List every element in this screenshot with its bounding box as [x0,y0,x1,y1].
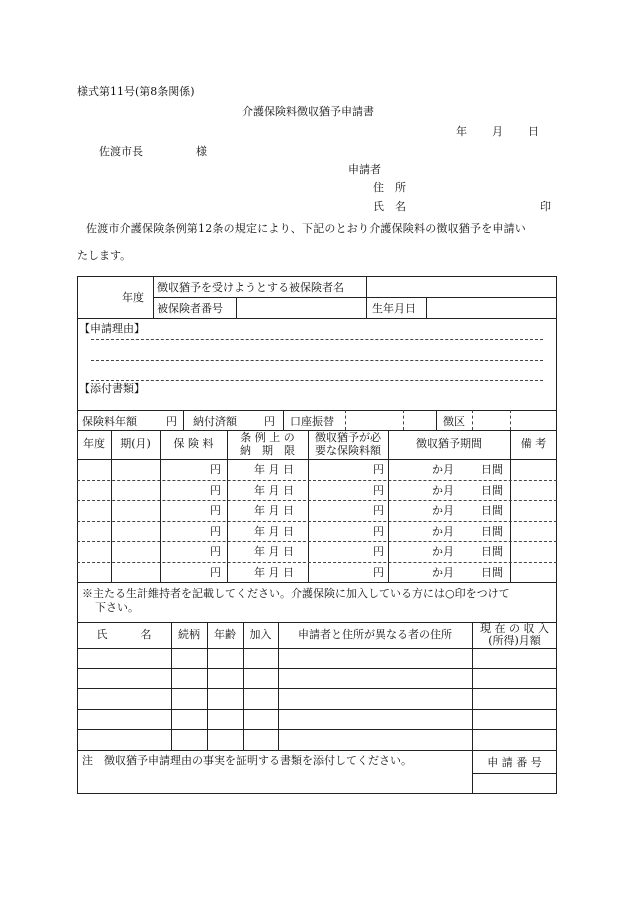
paid-amount-yen: 円 [264,415,275,428]
date-year: 年 [456,125,467,138]
footer-note: 注 徴収猶予申請理由の事実を証明する書類を添付してください。 [82,754,412,767]
row-deferral-days: 日間 [481,525,503,538]
col-period: 期(月) [120,437,151,450]
row-premium-yen: 円 [210,566,221,579]
row-deferral-months: か月 [432,566,454,579]
insured-name-value[interactable] [368,278,554,296]
account-transfer-label: 口座振替 [290,415,334,428]
row-deadline-ymd: 年 月 日 [254,504,294,517]
annual-premium-label: 保険料年額 [82,415,137,428]
row-deferral-yen: 円 [373,504,384,517]
form-number: 様式第11号(第8条関係) [77,85,195,98]
insured-number-label: 被保険者番号 [157,302,223,315]
row-premium-yen: 円 [210,504,221,517]
body-text-line2: たします。 [77,249,132,262]
row-deferral-yen: 円 [373,463,384,476]
hh-col-income-bottom: (所得)月額 [488,634,541,647]
insured-number-value[interactable] [238,299,364,317]
row-deferral-days: 日間 [481,484,503,497]
col-deferral-top: 徴収猶予が必 [315,431,381,444]
col-deferral-period: 徴収猶予期間 [416,437,482,450]
row-deadline-ymd: 年 月 日 [254,525,294,538]
addressee-name: 佐渡市長 [99,145,143,158]
reason-label: 【申請理由】 [79,322,145,335]
hh-col-enrolled: 加入 [249,628,272,641]
row-divider [77,480,557,481]
paid-amount-label: 納付済額 [193,415,237,428]
row-divider [77,521,557,522]
col-deadline-top: 条 例 上 の [240,431,295,444]
household-note-line2: 下さい。 [95,601,139,614]
applicant-heading: 申請者 [348,163,381,176]
col-nendo: 年度 [83,437,105,450]
row-deferral-yen: 円 [373,484,384,497]
row-deferral-yen: 円 [373,566,384,579]
date-day: 日 [528,125,539,138]
row-premium-yen: 円 [210,525,221,538]
col-deferral-bottom: 要な保険料額 [315,444,381,457]
birthdate-label: 生年月日 [372,302,416,315]
row-deadline-ymd: 年 月 日 [254,566,294,579]
row-deferral-months: か月 [432,545,454,558]
col-remarks: 備 考 [520,437,547,450]
applicant-address-label: 住 所 [373,181,406,194]
row-deferral-days: 日間 [481,504,503,517]
row-deferral-days: 日間 [481,545,503,558]
hh-col-age: 年齢 [214,628,236,641]
seal-mark: 印 [540,200,551,213]
insured-name-label: 徴収猶予を受けようとする被保険者名 [157,281,344,294]
nendo-label: 年度 [122,291,144,304]
application-number-label: 申 請 番 号 [487,756,542,769]
row-deadline-ymd: 年 月 日 [254,484,294,497]
row-divider [77,500,557,501]
body-text-line1: 佐渡市介護保険条例第12条の規定により、下記のとおり介護保険料の徴収猶予を申請い [86,222,526,235]
col-deadline-bottom: 納 期 限 [240,444,295,457]
annual-premium-yen: 円 [166,415,177,428]
row-deferral-months: か月 [432,484,454,497]
row-deadline-ymd: 年 月 日 [254,463,294,476]
row-premium-yen: 円 [210,484,221,497]
form-title: 介護保険料徴収猶予申請書 [242,105,374,118]
hh-col-name: 氏 名 [96,628,152,641]
row-deferral-months: か月 [432,525,454,538]
row-divider [77,541,557,542]
row-deferral-days: 日間 [481,566,503,579]
application-number-value[interactable] [474,775,555,792]
row-divider [77,562,557,563]
hh-col-relationship: 続柄 [178,628,200,641]
household-note-line1: ※主たる生計維持者を記載してください。介護保険に加入している方には○印をつけて [82,587,510,600]
hh-col-address: 申請者と住所が異なる者の住所 [298,628,452,641]
applicant-name-label: 氏 名 [373,200,406,213]
hh-col-income-top: 現 在 の 収 入 [480,622,549,635]
row-premium-yen: 円 [210,463,221,476]
row-deferral-days: 日間 [481,463,503,476]
birthdate-value[interactable] [428,299,554,317]
row-premium-yen: 円 [210,545,221,558]
row-deferral-yen: 円 [373,525,384,538]
row-deferral-yen: 円 [373,545,384,558]
col-premium: 保 険 料 [173,437,214,450]
date-month: 月 [492,125,503,138]
collection-district-label: 徴区 [443,415,465,428]
row-deadline-ymd: 年 月 日 [254,545,294,558]
attachment-label: 【添付書類】 [79,382,145,395]
row-deferral-months: か月 [432,504,454,517]
row-deferral-months: か月 [432,463,454,476]
addressee-honorific: 様 [196,145,207,158]
